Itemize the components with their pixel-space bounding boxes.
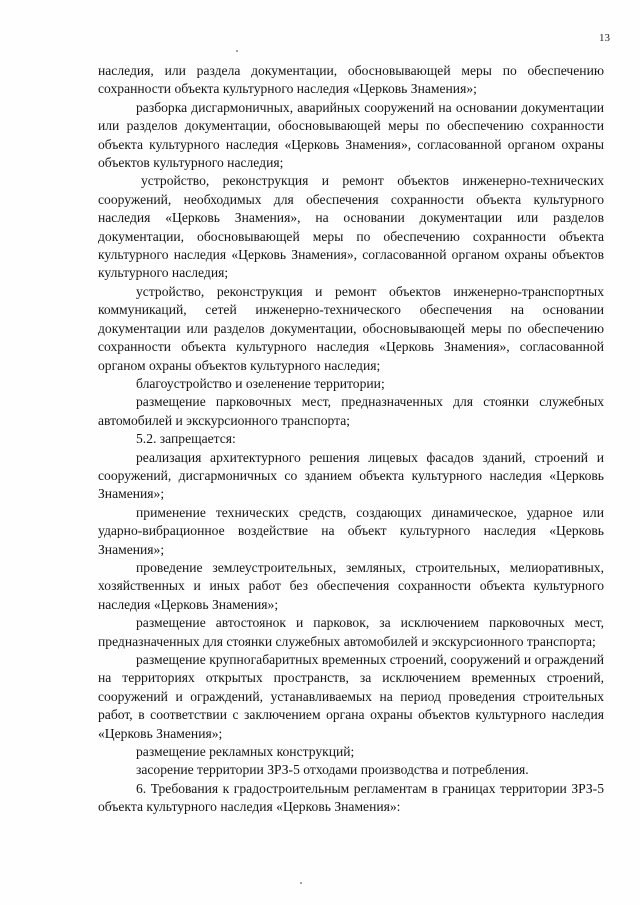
page-number: 13 (599, 32, 610, 44)
paragraph-7: 5.2. запрещается: (136, 431, 236, 447)
scan-speck (236, 50, 238, 52)
paragraph-13: размещение рекламных конструкций; (136, 744, 355, 760)
paragraph-12: размещение крупногабаритных временных строений, сооружений и ограждений на территориях открытых пространств, за исключением временных строений, сооружений и ограждений, устанавливаемых на период проведения строительных работ, в соответствии с заключением органа охраны объектов культурного наследия «Церковь Знамения»; (98, 652, 604, 741)
paragraph-3: устройство, реконструкция и ремонт объектов инженерно-технических сооружений, необходимых для обеспечения сохранности объекта культурного наследия «Церковь Знамения», на основании документации или разделов документации, обосновывающей меры по обеспечению сохранности объекта культурного наследия «Церковь Знамения», согласованной органом охраны объектов культурного наследия; (98, 173, 604, 281)
scan-speck (300, 882, 302, 884)
paragraph-1: наследия, или раздела документации, обосновывающей меры по обеспечению сохранности объекта культурного наследия «Церковь Знамения»; (98, 63, 604, 97)
paragraph-5: благоустройство и озеленение территории; (136, 375, 385, 391)
paragraph-6: размещение парковочных мест, предназначенных для стоянки служебных автомобилей и экскурсионного транспорта; (98, 394, 604, 428)
paragraph-8: реализация архитектурного решения лицевых фасадов зданий, строений и сооружений, дисгармоничных со зданием объекта культурного наследия «Церковь Знамения»; (98, 449, 604, 502)
paragraph-9: применение технических средств, создающих динамическое, ударное или ударно-вибрационное воздействие на объект культурного наследия «Церковь Знамения»; (98, 504, 604, 557)
paragraph-10: проведение землеустроительных, земляных, строительных, мелиоративных, хозяйственных и иных работ без обеспечения сохранности объекта культурного наследия «Церковь Знамения»; (98, 559, 604, 612)
document-body (98, 62, 604, 817)
paragraph-14: засорение территории ЗРЗ-5 отходами производства и потребления. (136, 762, 529, 778)
paragraph-4: устройство, реконструкция и ремонт объектов инженерно-транспортных коммуникаций, сетей инженерно-технического обеспечения на основании документации или разделов документации, обосновывающей меры по обеспечению сохранности объекта культурного наследия «Церковь Знамения», согласованной органом охраны объектов культурного наследия; (98, 283, 604, 373)
paragraph-15: 6. Требования к градостроительным регламентам в границах территории ЗРЗ-5 объекта культурного наследия «Церковь Знамения»: (98, 780, 604, 815)
paragraph-2: разборка дисгармоничных, аварийных сооружений на основании документации или разделов документации, обосновывающей меры по обеспечению сохранности объекта культурного наследия «Церковь Знамения», согласованной органом охраны объектов культурного наследия; (98, 99, 604, 171)
paragraph-11: размещение автостоянок и парковок, за исключением парковочных мест, предназначенных для стоянки служебных автомобилей и экскурсионного транспорта; (98, 615, 604, 649)
